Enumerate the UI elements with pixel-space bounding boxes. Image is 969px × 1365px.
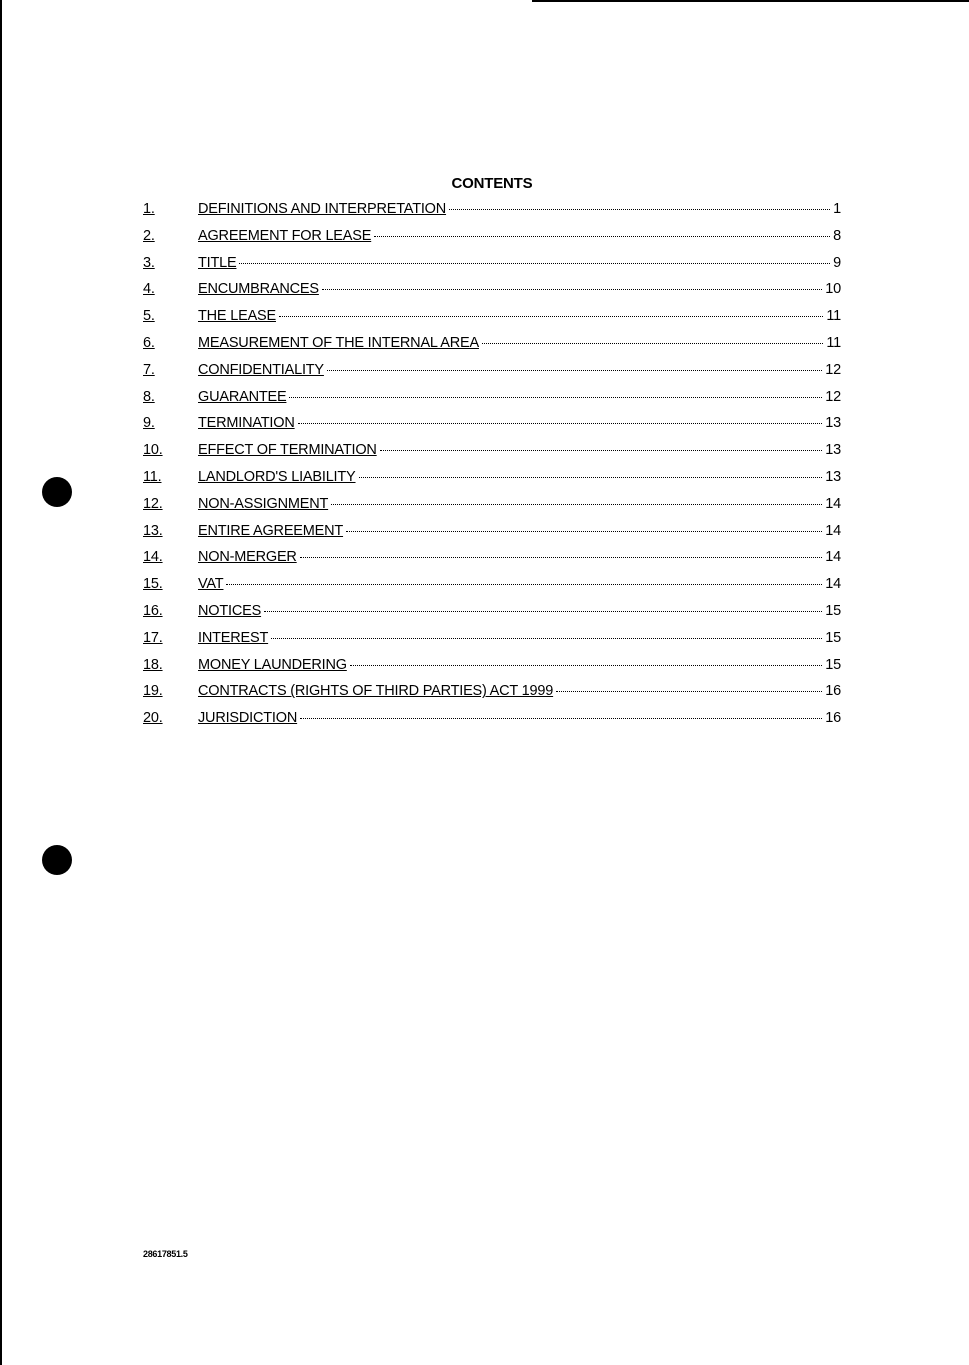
toc-entry-number: 7. [143, 361, 155, 378]
toc-dot-leader [380, 450, 823, 451]
toc-entry-page: 14 [825, 522, 841, 539]
toc-entry[interactable] [143, 201, 841, 228]
page-title: CONTENTS [451, 175, 533, 192]
toc-entry-title[interactable]: AGREEMENT FOR LEASE [198, 227, 372, 244]
toc-dot-leader [346, 531, 822, 532]
toc-dot-leader [279, 316, 823, 317]
toc-dot-leader [289, 397, 822, 398]
toc-dot-leader [449, 209, 830, 210]
toc-entry-title[interactable]: CONFIDENTIALITY [198, 361, 324, 378]
toc-entry-page: 13 [825, 415, 841, 432]
toc-entry[interactable] [143, 603, 841, 630]
toc-entry[interactable] [143, 469, 841, 496]
toc-entry-title[interactable]: JURISDICTION [198, 710, 298, 727]
toc-entry-page: 15 [825, 629, 841, 646]
toc-dot-leader [271, 638, 822, 639]
toc-dot-leader [327, 370, 822, 371]
toc-entry-number: 1. [143, 201, 155, 217]
toc-entry-page: 13 [825, 442, 841, 459]
toc-dot-leader [298, 423, 823, 424]
toc-entry-number: 13. [143, 522, 163, 539]
toc-entry-number: 3. [143, 254, 155, 271]
toc-entry-title[interactable]: ENCUMBRANCES [198, 281, 319, 298]
toc-dot-leader [359, 477, 823, 478]
toc-entry-title[interactable]: INTEREST [198, 629, 269, 646]
toc-dot-leader [482, 343, 823, 344]
toc-entry[interactable] [143, 308, 841, 335]
toc-entry-number: 17. [143, 629, 163, 646]
toc-entry-title[interactable]: GUARANTEE [198, 388, 287, 405]
toc-entry[interactable] [143, 523, 841, 550]
toc-entry-number: 14. [143, 549, 163, 566]
toc-entry-page: 8 [833, 227, 841, 244]
toc-entry-title[interactable]: MONEY LAUNDERING [198, 656, 347, 673]
toc-entry[interactable] [143, 228, 841, 255]
toc-dot-leader [331, 504, 822, 505]
toc-entry[interactable] [143, 657, 841, 684]
toc-entry-page: 11 [826, 334, 841, 351]
toc-dot-leader [350, 665, 822, 666]
toc-entry-number: 9. [143, 415, 155, 432]
toc-entry-page: 14 [825, 549, 841, 566]
toc-entry[interactable] [143, 281, 841, 308]
toc-entry-page: 15 [825, 656, 841, 673]
toc-entry[interactable] [143, 576, 841, 603]
toc-entry-number: 12. [143, 495, 163, 512]
toc-dot-leader [374, 236, 830, 237]
toc-entry-title[interactable]: THE LEASE [198, 308, 276, 325]
toc-entry[interactable] [143, 630, 841, 657]
toc-entry-number: 16. [143, 602, 163, 619]
toc-entry[interactable] [143, 255, 841, 282]
toc-entry-title[interactable]: NON-ASSIGNMENT [198, 495, 329, 512]
toc-entry-page: 12 [825, 361, 841, 378]
toc-dot-leader [226, 584, 822, 585]
toc-entry-number: 15. [143, 576, 163, 593]
toc-entry-page: 14 [825, 495, 841, 512]
toc-entry-title[interactable]: NOTICES [198, 602, 262, 619]
toc-entry-title[interactable]: VAT [198, 576, 224, 593]
toc-entry[interactable] [143, 362, 841, 389]
toc-entry[interactable] [143, 496, 841, 523]
toc-entry-title[interactable]: ENTIRE AGREEMENT [198, 522, 344, 539]
toc-entry-page: 11 [826, 308, 841, 325]
toc-entry-page: 10 [825, 281, 841, 298]
toc-entry[interactable] [143, 389, 841, 416]
toc-entry-page: 16 [825, 710, 841, 727]
toc-entry-title[interactable]: EFFECT OF TERMINATION [198, 442, 377, 459]
toc-entry-number: 8. [143, 388, 155, 405]
toc-entry-title[interactable]: LANDLORD'S LIABILITY [198, 468, 356, 485]
toc-dot-leader [264, 611, 822, 612]
toc-dot-leader [239, 263, 830, 264]
toc-dot-leader [300, 557, 823, 558]
punch-hole-lower [42, 845, 72, 875]
toc-entry-page: 15 [825, 602, 841, 619]
toc-entry-number: 2. [143, 227, 155, 244]
scan-left-edge [0, 0, 2, 1365]
scan-top-edge [532, 0, 969, 2]
toc-entry-page: 1 [833, 201, 841, 217]
toc-dot-leader [556, 691, 822, 692]
toc-entry-page: 13 [825, 468, 841, 485]
toc-entry[interactable] [143, 683, 841, 710]
toc-entry-number: 18. [143, 656, 163, 673]
punch-hole-upper [42, 477, 72, 507]
toc-entry-title[interactable]: TERMINATION [198, 415, 295, 432]
toc-entry[interactable] [143, 549, 841, 576]
toc-entry-number: 11. [143, 468, 162, 485]
toc-entry-page: 12 [825, 388, 841, 405]
toc-entry-title[interactable]: NON-MERGER [198, 549, 297, 566]
toc-entry-number: 4. [143, 281, 155, 298]
toc-entry-number: 6. [143, 334, 155, 351]
toc-entry-title[interactable]: DEFINITIONS AND INTERPRETATION [198, 201, 447, 217]
toc-entry-page: 9 [833, 254, 841, 271]
toc-entry-number: 5. [143, 308, 155, 325]
table-of-contents [143, 201, 841, 737]
toc-dot-leader [300, 718, 822, 719]
toc-entry-title[interactable]: MEASUREMENT OF THE INTERNAL AREA [198, 334, 479, 351]
toc-entry-number: 19. [143, 683, 163, 700]
toc-entry[interactable] [143, 415, 841, 442]
toc-entry-number: 20. [143, 710, 163, 727]
toc-entry-page: 16 [825, 683, 841, 700]
toc-entry[interactable] [143, 442, 841, 469]
toc-entry-title[interactable]: CONTRACTS (RIGHTS OF THIRD PARTIES) ACT 1999 [198, 683, 554, 700]
toc-entry[interactable] [143, 335, 841, 362]
toc-entry-number: 10. [143, 442, 163, 459]
toc-entry-title[interactable]: TITLE [198, 254, 237, 271]
toc-dot-leader [322, 289, 822, 290]
toc-entry[interactable] [143, 710, 841, 737]
document-reference: 28617851.5 [143, 1249, 188, 1259]
toc-entry-page: 14 [825, 576, 841, 593]
